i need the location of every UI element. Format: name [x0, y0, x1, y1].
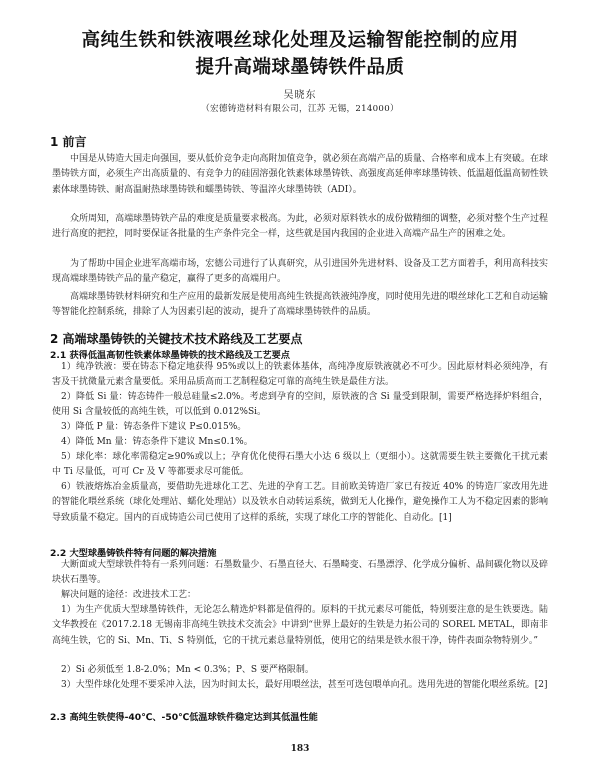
- section-1-heading: 1 前言: [50, 135, 87, 149]
- subsection-2-2-heading: 2.2 大型球墨铸铁件特有问题的解决措施: [50, 548, 217, 559]
- s1-paragraph: 高端球墨铸铁材料研究和生产应用的最新发展是使用高纯生铁提高铁液纯净度，同时使用先进的喂丝球化工艺和自动运输等智能化控制系统，排除了人为因素引起的波动，提升了高端球墨铸铁件的品质。: [52, 292, 548, 318]
- s2-2-item: 2）Si 必须低至 1.8-2.0%；Mn < 0.3%；P、S 要严格限制。: [61, 665, 314, 675]
- section-2-heading: 2 高端球墨铸铁的关键技术技术路线及工艺要点: [50, 332, 303, 346]
- subsection-2-3-heading: 2.3 高纯生铁使得-40℃、-50℃低温球铁件稳定达到其低温性能: [50, 712, 318, 723]
- s2-1-item: 3）降低 P 量：铸态条件下建议 P≤0.015%。: [61, 422, 247, 432]
- s2-1-item: 1）纯净铁液：要在铸态下稳定地获得 95%或以上的铁素体基体，高纯净度原铁液就必不可少。因此原材料必须纯净，有害及干扰微量元素含量要低。采用品质高而工艺制程稳定可靠的高纯生铁是最佳方法。: [52, 362, 548, 388]
- affiliation: （宏德铸造材料有限公司，江苏 无锡，214000）: [201, 104, 399, 114]
- s2-2-item: 解决问题的途径：改进技术工艺：: [61, 590, 197, 600]
- s2-2-item: 3）大型件球化处理不要采冲入法，因为时间太长，最好用喂丝法，甚至可选包喂单向孔。选用先进的智能化喂丝系统。[2]: [61, 680, 548, 690]
- s2-2-item: 1）为生产优质大型球墨铸铁件，无论怎么精选炉料都是值得的。原料的干扰元素尽可能低，特别要注意的是生铁要选。陆文华教授在《2017.2.18 无锡南非高纯生铁技术交流会》中讲到“世界上最好的生铁是力拓公司的 SOREL METAL，即南非高纯生铁，它的 Si、Mn、Ti、S 特别低，它的干扰元素总量特别低，使用它的结果是铁水很干净，铸件表面杂物特别少。”: [52, 605, 548, 646]
- s2-2-item: 大断面或大型球铁件特有一系列问题：石墨数量少、石墨直径大、石墨畸变、石墨漂浮、化学成分偏析、晶间碳化物以及碎块状石墨等。: [52, 560, 548, 586]
- subsection-2-1-heading: 2.1 获得低温高韧性铁素体球墨铸铁的技术路线及工艺要点: [50, 350, 290, 361]
- page-number: 183: [290, 744, 310, 754]
- title-line-2: 提升高端球墨铸铁件品质: [195, 57, 405, 78]
- s1-paragraph: 为了帮助中国企业进军高端市场，宏德公司进行了认真研究，从引进国外先进材料、设备及工艺方面着手，利用高科技实现高端球墨铸铁产品的量产稳定，赢得了更多的高端用户。: [52, 259, 548, 285]
- s2-1-item: 2）降低 Si 量：铸态铸件一般总硅量≤2.0%。考虑到孕育的空间，原铁液的含 Si 量受到限制，需要严格选择炉料组合，使用 Si 含量较低的高纯生铁，可以低到 0.012%Si。: [52, 392, 548, 418]
- s1-paragraph: 众所周知，高端球墨铸铁产品的难度是质量要求极高。为此，必须对原料铁水的成份做精细的调整，必须对整个生产过程进行高度的把控，同时要保证各批量的生产条件完全一样，这些就是国内我国的企业进入高端产品生产的困难之处。: [52, 214, 548, 240]
- title-line-1: 高纯生铁和铁液喂丝球化处理及运输智能控制的应用: [81, 30, 519, 51]
- s2-1-item: 5）球化率：球化率需稳定≥90%或以上；孕育优化使得石墨大小达 6 级以上（更细小）。这就需要生铁主要微化干扰元素中 Ti 尽量低，可可 Cr 及 V 等都要求尽可能低。: [52, 452, 548, 478]
- s2-1-item: 6）铁液熔炼冶金质量高，要借助先进球化工艺、先进的孕育工艺。目前欧美铸造厂家已有按近 40% 的铸造厂家改用先进的智能化喂丝系统（球化处理站、蠕化处理站）以及铁水自动转运系统，做到无人化操作，避免操作工人为不稳定因素的影响导致质量不稳定。国内的百成铸造公司已使用了这样的系统，实现了球化工序的智能化、自动化。[1]: [52, 482, 548, 523]
- s2-1-item: 4）降低 Mn 量：铸态条件下建议 Mn≤0.1%。: [61, 437, 253, 447]
- author: 吴晓东: [283, 90, 317, 101]
- s1-paragraph: 中国是从铸造大国走向强国，要从低价竞争走向高附加值竞争，就必须在高端产品的质量、合格率和成本上有突破。在球墨铸铁方面，必须生产出高质量的、有竞争力的硅固溶强化铁素体球墨铸铁、高强度高延伸率球墨铸铁、低温超低温高韧性铁素体球墨铸铁、耐高温耐热球墨铸铁和蠕墨铸铁、等温淬火球墨铸铁（ADI）。: [52, 154, 548, 195]
